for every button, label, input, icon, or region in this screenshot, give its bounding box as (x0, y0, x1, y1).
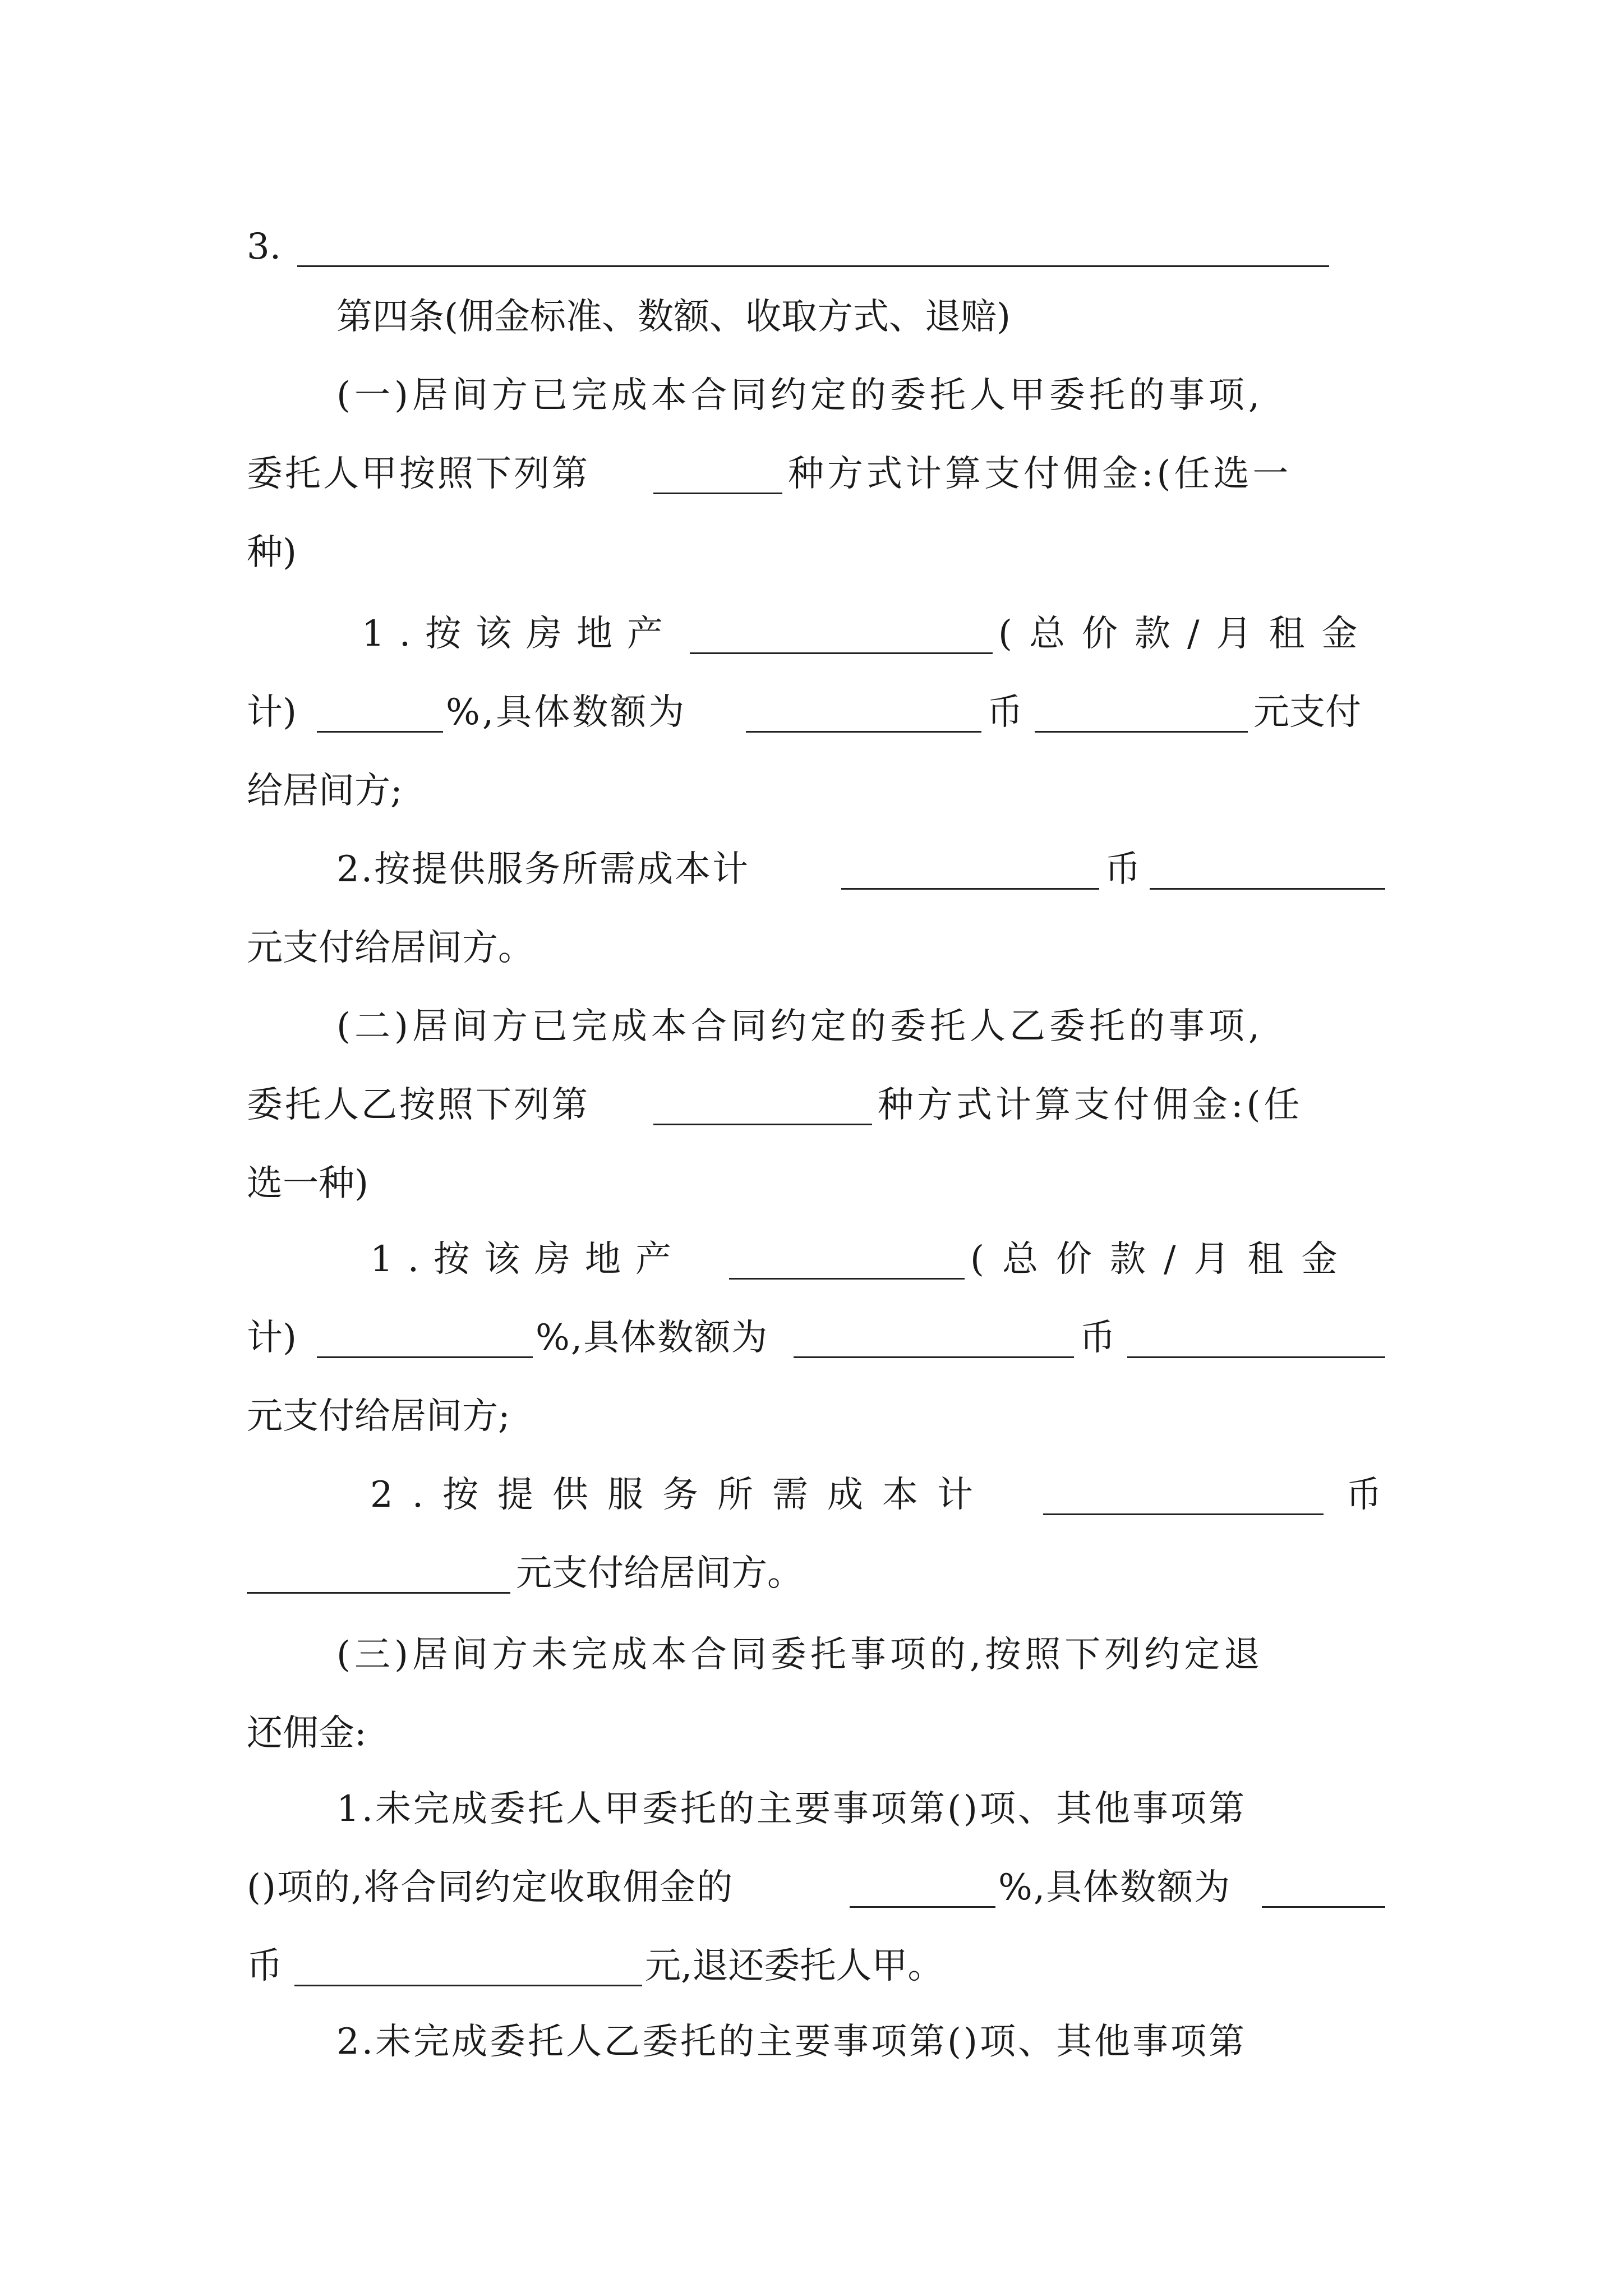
section-2-line-2 (0, 1080, 1623, 1130)
section-1-line-2 (0, 449, 1623, 499)
section-2-text: (二)居间方已完成本合同约定的委托人乙委托的事项, (336, 1006, 1264, 1047)
blank-field[interactable] (653, 461, 782, 494)
section-3-item-2-line-1 (0, 2017, 1623, 2067)
blank-field[interactable] (746, 700, 981, 733)
section-3-text: (三)居间方未完成本合同委托事项的,按照下列约定退 (336, 1634, 1264, 1676)
section-2-item-1-text: 币 (1080, 1317, 1115, 1359)
section-3-line-2 (0, 1708, 1623, 1759)
article-4-heading (0, 292, 1623, 342)
section-2-item-2-line-2 (0, 1548, 1623, 1599)
blank-field[interactable] (729, 1246, 965, 1280)
section-1-item-1-text: 计) (247, 692, 297, 733)
section-3-item-1-text: 元,退还委托人甲。 (645, 1945, 944, 1987)
section-1-item-1-line-1 (0, 609, 1623, 659)
section-2-item-1-text: %,具体数额为 (536, 1317, 769, 1359)
section-3-item-1-line-2 (0, 1862, 1623, 1913)
blank-field[interactable] (653, 1092, 872, 1125)
section-1-line-3 (0, 527, 1623, 578)
blank-field[interactable] (690, 621, 993, 654)
section-2-item-1-text: 1.按该房地产 (370, 1239, 686, 1280)
blank-field[interactable] (794, 1325, 1074, 1358)
section-2-item-1-text: 元支付给居间方; (247, 1396, 510, 1437)
item-3-label: 3. (247, 226, 282, 268)
section-2-line-3 (0, 1158, 1623, 1209)
section-3-item-1-text: ()项的,将合同约定收取佣金的 (247, 1867, 734, 1908)
blank-field[interactable] (1262, 1875, 1385, 1908)
blank-field[interactable] (1150, 857, 1385, 890)
section-1-item-1-line-2 (0, 687, 1623, 738)
section-3-item-2-text: 2.未完成委托人乙委托的主要事项第()项、其他事项第 (336, 2021, 1247, 2063)
section-3-item-1-text: 1.未完成委托人甲委托的主要事项第()项、其他事项第 (336, 1788, 1247, 1830)
blank-field[interactable] (1043, 1482, 1324, 1515)
section-2-text: 种方式计算支付佣金:(任 (878, 1084, 1303, 1126)
section-1-line-1 (0, 370, 1623, 421)
section-1-item-2-text: 元支付给居间方。 (247, 927, 534, 969)
blank-field[interactable] (1035, 700, 1248, 733)
section-3-item-1-text: %,具体数额为 (998, 1867, 1232, 1908)
blank-field[interactable] (317, 700, 443, 733)
article-4-heading-text: 第四条(佣金标准、数额、收取方式、退赔) (336, 296, 1011, 338)
blank-field[interactable] (297, 234, 1329, 267)
section-3-line-1 (0, 1630, 1623, 1680)
blank-field[interactable] (317, 1325, 533, 1358)
section-3-item-1-line-1 (0, 1784, 1623, 1834)
section-1-item-1-text: 元支付 (1253, 692, 1361, 733)
section-2-item-1-line-1 (0, 1234, 1623, 1285)
section-3-text: 还佣金: (247, 1713, 367, 1754)
section-3-item-1-line-3 (0, 1941, 1623, 1991)
blank-field[interactable] (247, 1561, 510, 1594)
section-1-item-1-text: %,具体数额为 (446, 692, 687, 733)
section-1-item-1-text: 币 (987, 692, 1023, 733)
section-2-item-1-line-2 (0, 1313, 1623, 1363)
blank-field[interactable] (1127, 1325, 1385, 1358)
section-2-item-1-text: 计) (247, 1317, 297, 1359)
section-2-text: 委托人乙按照下列第 (247, 1084, 590, 1126)
section-2-item-1-text: (总价款/月租金 (970, 1239, 1355, 1280)
blank-field[interactable] (850, 1875, 995, 1908)
section-1-item-2-text: 2.按提供服务所需成本计 (336, 849, 750, 890)
section-1-item-2-line-1 (0, 844, 1623, 895)
section-1-text: (一)居间方已完成本合同约定的委托人甲委托的事项, (336, 375, 1264, 416)
section-1-text: 种方式计算支付佣金:(任选一 (788, 453, 1292, 495)
section-1-text: 委托人甲按照下列第 (247, 453, 590, 495)
section-2-item-2-text: 元支付给居间方。 (516, 1553, 803, 1594)
blank-field[interactable] (294, 1953, 642, 1986)
section-1-item-1-text: (总价款/月租金 (998, 613, 1375, 655)
section-2-item-2-line-1 (0, 1470, 1623, 1520)
blank-field[interactable] (841, 857, 1099, 890)
section-2-item-1-line-3 (0, 1391, 1623, 1442)
section-1-item-1-text: 给居间方; (247, 770, 403, 812)
section-1-item-1-text: 1.按该房地产 (362, 613, 678, 655)
section-3-item-1-text: 币 (247, 1945, 283, 1987)
section-1-text: 种) (247, 532, 297, 573)
section-1-item-2-line-2 (0, 923, 1623, 973)
item-3-line (0, 222, 1623, 272)
section-2-item-2-text: 2.按提供服务所需成本计 (370, 1474, 993, 1516)
section-2-item-2-text: 币 (1346, 1474, 1382, 1516)
section-1-item-1-line-3 (0, 766, 1623, 816)
section-1-item-2-text: 币 (1105, 849, 1141, 890)
section-2-text: 选一种) (247, 1163, 368, 1204)
section-2-line-1 (0, 1001, 1623, 1052)
